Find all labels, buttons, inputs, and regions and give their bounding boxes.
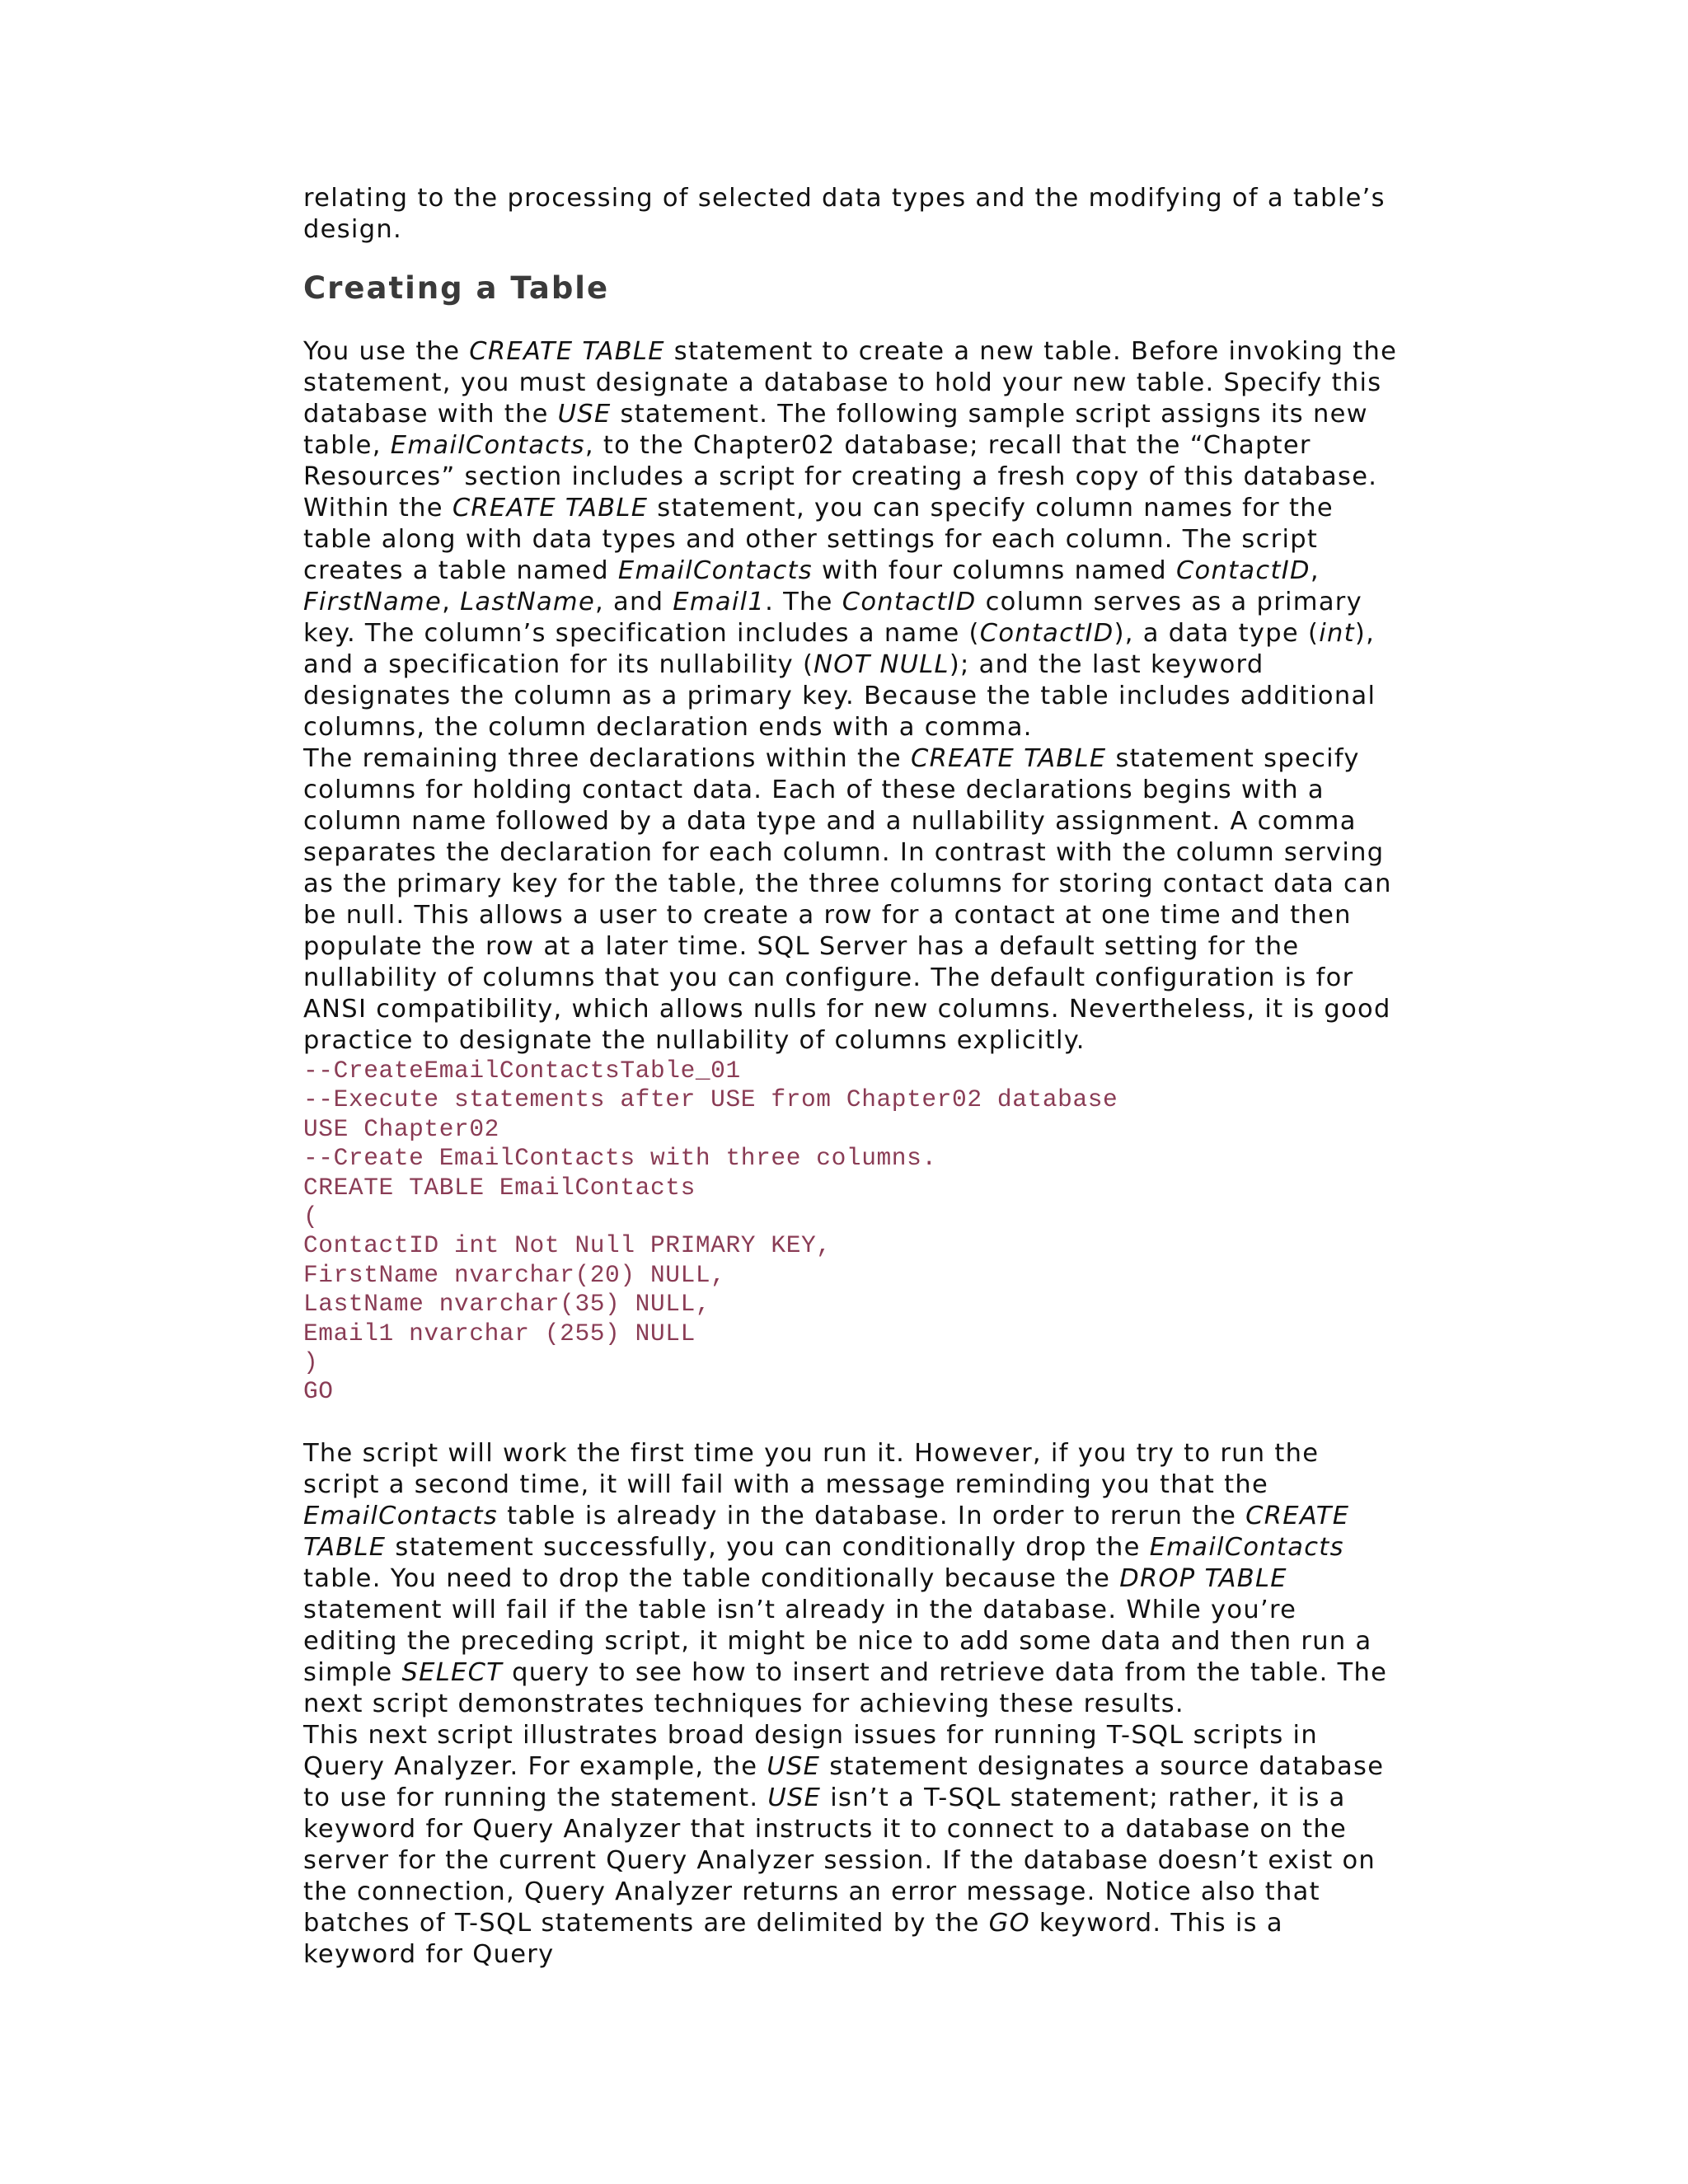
text-run: isn’t a T-SQL statement; rather, it is a keyword for Query Analyzer that instructs it to connect to a database on the server for the current Query Analyzer session. If the database doesn’t exist on the connection, Query Analyzer returns an error message. Notice also that batches of T-SQL statements are delimited by the [303, 1783, 1376, 1938]
italic-term: EmailContacts [1149, 1532, 1344, 1562]
paragraph-query-analyzer [303, 1720, 1400, 1971]
paragraph-remaining-declarations [303, 743, 1400, 1057]
text-run: column serves as a primary key. The column’s specification includes a name ( [303, 588, 1362, 648]
section-heading: Creating a Table [303, 270, 610, 306]
text-run: The remaining three declarations within the [303, 744, 911, 773]
text-run: statement successfully, you can conditionally drop the [386, 1532, 1150, 1562]
code-line: GO [303, 1377, 334, 1406]
italic-term: USE [767, 1751, 821, 1781]
italic-term: EmailContacts [303, 1501, 499, 1530]
text-run: , [1310, 556, 1320, 585]
text-run: statement designates a source database to use for running the statement. [303, 1751, 1385, 1812]
code-listing [303, 1057, 1400, 1407]
italic-term: ContactID [842, 588, 977, 616]
text-run: , and [595, 588, 673, 616]
code-line: --Execute statements after USE from Chapter02 database [303, 1085, 1118, 1114]
code-line: USE Chapter02 [303, 1114, 499, 1143]
text-run: , [442, 588, 461, 616]
text-run: statement specify columns for holding contact data. Each of these declarations begins with a column name followed by a data type and a nullability assignment. A comma separates the declaration for each column. In contrast with the column serving as the primary key for the table, the three columns for storing contact data can be null. This allows a user to create a row for a contact at one time and then populate the row at a later time. SQL Server has a default setting for the nullability of columns that you can configure. The default configuration is for ANSI compatibility, which allows nulls for new columns. Nevertheless, it is good practice to designate the nullability of columns explicitly. [303, 744, 1392, 1055]
italic-term: EmailContacts [617, 556, 813, 585]
italic-term: USE [557, 400, 612, 429]
text-run: ), and a specification for its nullability ( [303, 619, 1376, 679]
italic-term: CREATE TABLE [910, 744, 1107, 773]
text-run: keyword. This is a keyword for Query [303, 1908, 1283, 1969]
code-line: LastName nvarchar(35) NULL, [303, 1290, 711, 1319]
text-run: You use the [303, 337, 470, 366]
text-run: query to see how to insert and retrieve data from the table. The next script demonstrates techniques for achieving these results. [303, 1657, 1388, 1718]
italic-term: FirstName [303, 588, 443, 616]
code-line: FirstName nvarchar(20) NULL, [303, 1260, 726, 1289]
text-run: This next script illustrates broad design issues for running T-SQL scripts in Query Analyzer. For example, the [303, 1720, 1318, 1781]
code-line: ) [303, 1348, 319, 1377]
text-run: statement will fail if the table isn’t already in the database. While you’re editing the preceding script, it might be nice to add some data and then run a simple [303, 1595, 1372, 1687]
italic-term: int [1319, 619, 1355, 648]
italic-term: USE [767, 1783, 822, 1812]
code-line: --CreateEmailContactsTable_01 [303, 1057, 741, 1085]
italic-term: CREATE TABLE [452, 494, 649, 523]
code-line: ( [303, 1202, 319, 1231]
text-run: ), a data type ( [1114, 619, 1320, 648]
italic-term: NOT NULL [814, 650, 950, 679]
italic-term: ContactID [1175, 556, 1311, 585]
text-run: statement, you can specify column names for the table along with data types and other settings for each column. The script creates a table named [303, 494, 1334, 585]
text-run: statement to create a new table. Before invoking the statement, you must designate a database to hold your new table. Specify this database with the [303, 337, 1398, 429]
text-run: with four columns named [812, 556, 1176, 585]
text-run: The script will work the first time you run it. However, if you try to run the script a second time, it will fail with a message reminding you that the [303, 1438, 1320, 1499]
paragraph-rerun-script [303, 1438, 1400, 1720]
italic-term: Email1 [673, 588, 766, 616]
italic-term: DROP TABLE [1119, 1563, 1287, 1593]
italic-term: LastName [460, 588, 596, 616]
paragraph-create-table [303, 336, 1400, 743]
italic-term: ContactID [979, 619, 1114, 648]
italic-term: SELECT [401, 1657, 504, 1687]
text-run: statement. The following sample script assigns its new table, [303, 400, 1368, 460]
text-run: table. You need to drop the table conditionally because the [303, 1563, 1120, 1593]
text-run: ); and the last keyword designates the column as a primary key. Because the table includes additional columns, the column declaration ends with a comma. [303, 650, 1376, 742]
text-run: , to the Chapter02 database; recall that the “Chapter Resources” section includes a script for creating a fresh copy of this database. Within the [303, 431, 1378, 523]
code-line: Email1 nvarchar (255) NULL [303, 1319, 696, 1347]
italic-term: EmailContacts [390, 431, 585, 460]
text-run: table is already in the database. In order to rerun the [498, 1501, 1246, 1530]
code-line: CREATE TABLE EmailContacts [303, 1173, 696, 1202]
italic-term: GO [988, 1908, 1030, 1938]
code-line: ContactID int Not Null PRIMARY KEY, [303, 1231, 832, 1260]
text-run: . The [765, 588, 842, 616]
code-line: --Create EmailContacts with three columns. [303, 1144, 937, 1173]
italic-term: CREATE TABLE [469, 337, 665, 366]
italic-term: CREATE TABLE [303, 1501, 1350, 1562]
intro-paragraph-tail: relating to the processing of selected data types and the modifying of a table’s design. [303, 184, 1386, 244]
document-page [303, 183, 1400, 1971]
